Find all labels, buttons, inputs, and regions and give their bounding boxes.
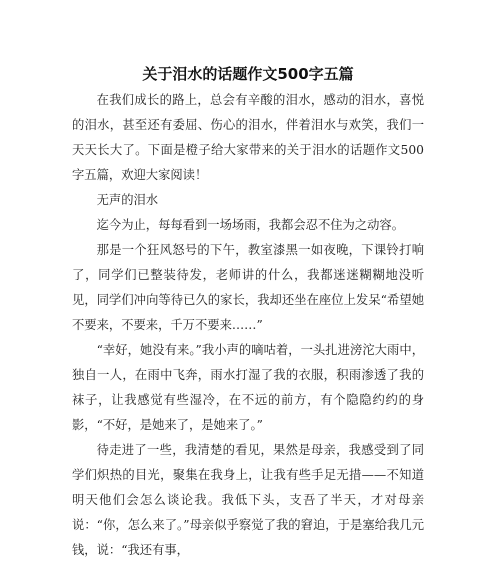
paragraph: 待走进了一些，我清楚的看见，果然是母亲，我感受到了同学们炽热的目光，聚集在我身上，让我有些手足无措——不知道明天他们会怎么谈论我。我低下头，支吾了半天，才对母亲说：“你，怎么来了。”母亲似乎察觉了我的窘迫，于是塞给我几元钱，说：“我还有事， bbox=[72, 443, 424, 557]
section-heading: 无声的泪水 bbox=[96, 193, 159, 207]
paragraph: 迄今为止，每每看到一场场雨，我都会忍不住为之动容。 bbox=[96, 218, 405, 232]
paragraph-intro: 在我们成长的路上，总会有辛酸的泪水，感动的泪水，喜悦的泪水，甚至还有委屈、伤心的泪水，伴着泪水与欢笑，我们一天天长大了。下面是橙子给大家带来的关于泪水的话题作文500字五篇，欢迎大家阅读！ bbox=[72, 93, 424, 182]
paragraph: 那是一个狂风怒号的下午，教室漆黑一如夜晚，下课铃打响了，同学们已整装待发，老师讲的什么，我都迷迷糊糊地没听见，同学们冲向等待已久的家长，我却还坐在座位上发呆“希望她不要来，不要来，千万不要来……” bbox=[72, 243, 424, 332]
document-body bbox=[72, 88, 424, 561]
document-title: 关于泪水的话题作文500字五篇 bbox=[142, 65, 354, 83]
paragraph: “幸好，她没有来。”我小声的嘀咕着，一头扎进滂沱大雨中，独自一人，在雨中飞奔，雨水打湿了我的衣服，积雨渗透了我的袜子，让我感觉有些湿冷，在不远的前方，有个隐隐约约的身影，“不好，是她来了，是她来了。” bbox=[72, 343, 424, 432]
